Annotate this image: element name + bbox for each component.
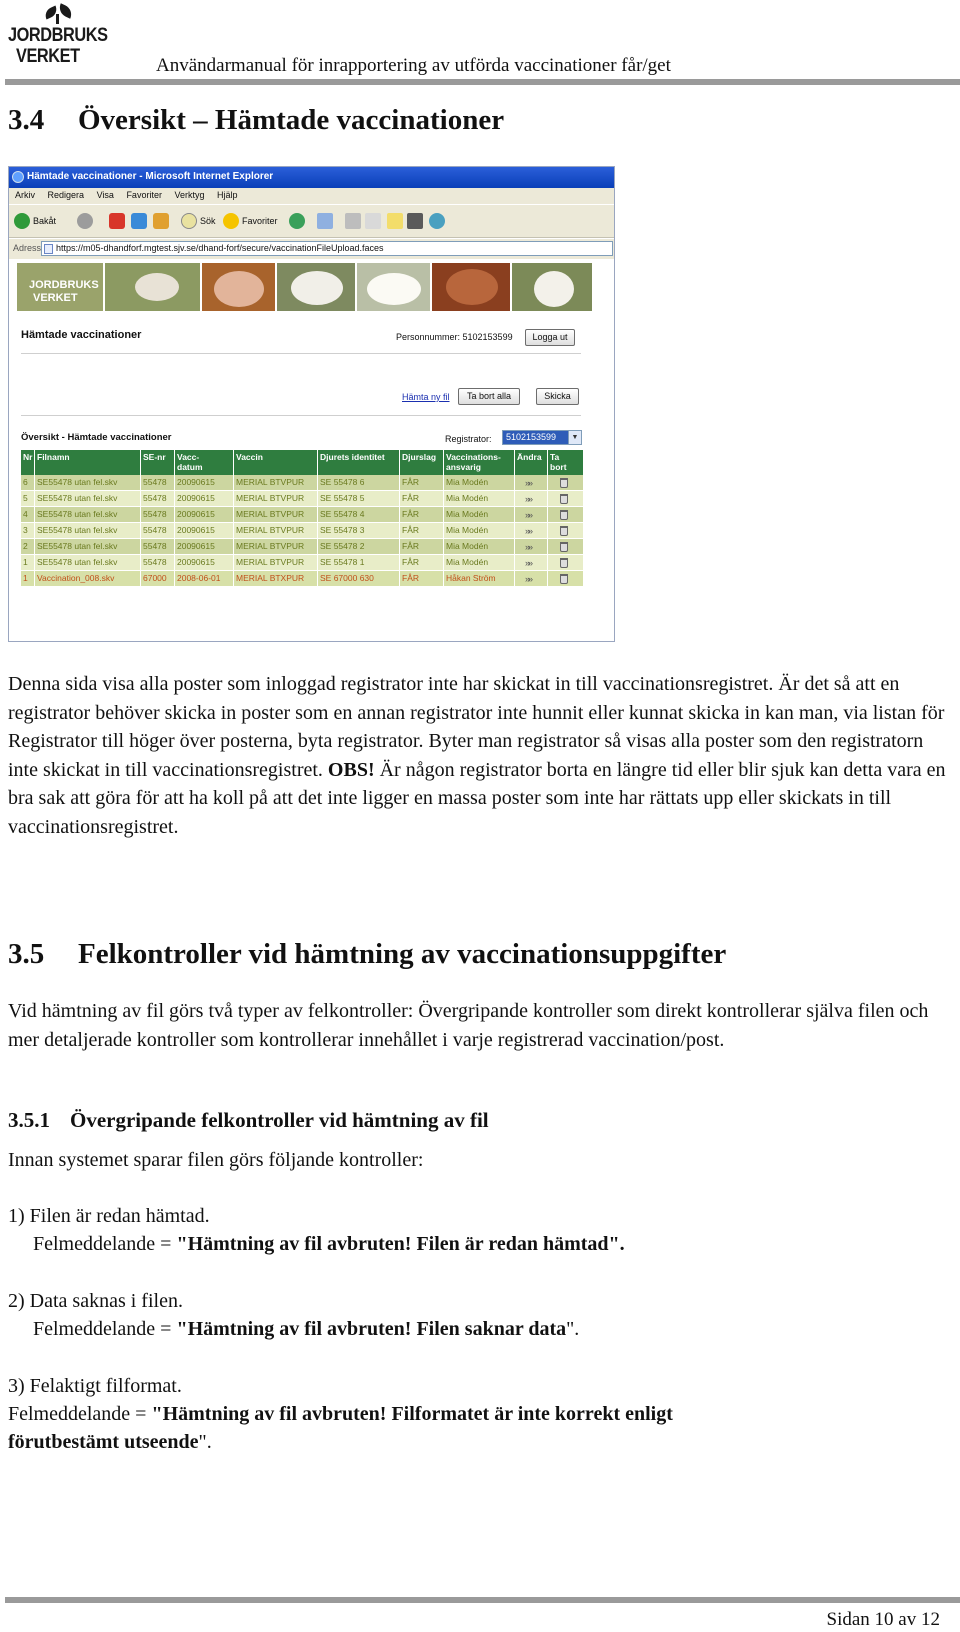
section-3-5-paragraph: Vid hämtning av fil görs två typer av felkontroller: Övergripande kontroller som direkt kontrollerar själva filen och mer detaljerade kontroller som kontrollerar innehållet i varje registrerad vaccination/post. bbox=[8, 1000, 929, 1051]
trash-icon[interactable] bbox=[560, 574, 568, 584]
cell-se-nr: 55478 bbox=[141, 491, 175, 506]
cell-nr: 2 bbox=[21, 539, 35, 554]
column-header-se-nr: SE-nr bbox=[141, 450, 175, 475]
address-url: https://m05-dhandforf.mgtest.sjv.se/dhand-forf/secure/vaccinationFileUpload.faces bbox=[56, 243, 384, 253]
section-title: Översikt – Hämtade vaccinationer bbox=[78, 104, 505, 136]
jordbruksverket-logo bbox=[8, 2, 108, 68]
table-row bbox=[21, 507, 583, 523]
error-message: "Hämtning av fil avbruten! Filen saknar data bbox=[176, 1318, 567, 1340]
trash-icon[interactable] bbox=[560, 494, 568, 504]
edit-cell bbox=[515, 507, 548, 522]
browser-toolbar bbox=[9, 204, 614, 238]
home-button[interactable] bbox=[153, 213, 172, 231]
address-input[interactable] bbox=[41, 241, 613, 256]
banner-brand-line-2: VERKET bbox=[33, 292, 78, 304]
message-suffix: ". bbox=[198, 1431, 212, 1453]
section-title: Felkontroller vid hämtning av vaccinationsuppgifter bbox=[78, 938, 727, 970]
column-header-djurets-identitet: Djurets identitet bbox=[318, 450, 400, 475]
leaf-icon bbox=[57, 3, 75, 18]
cell-nr: 3 bbox=[21, 523, 35, 538]
star-icon bbox=[223, 213, 239, 229]
footer-divider bbox=[5, 1597, 960, 1603]
favorites-label: Favoriter bbox=[242, 216, 278, 226]
banner-photo-goat bbox=[510, 263, 592, 311]
history-icon bbox=[289, 213, 305, 229]
note-icon bbox=[387, 213, 403, 229]
section-number: 3.5 bbox=[8, 938, 45, 970]
cell-djurets-identitet: SE 67000 630 bbox=[318, 571, 400, 586]
message-prefix: Felmeddelande = bbox=[8, 1403, 152, 1425]
refresh-button[interactable] bbox=[131, 213, 150, 231]
menu-item-favoriter[interactable]: Favoriter bbox=[126, 190, 162, 200]
cell-djurslag: FÅR bbox=[400, 491, 444, 506]
app-page-title: Hämtade vaccinationer bbox=[21, 329, 142, 341]
column-header-andra: Ändra bbox=[515, 450, 548, 475]
column-header-ta-bort: Ta bort bbox=[550, 452, 567, 472]
home-icon bbox=[153, 213, 169, 229]
column-header-filnamn: Filnamn bbox=[35, 450, 141, 475]
menu-item-visa[interactable]: Visa bbox=[96, 190, 114, 200]
cell-djurslag: FÅR bbox=[400, 507, 444, 522]
tools-icon bbox=[429, 213, 445, 229]
cell-vacc-datum: 2008-06-01 bbox=[175, 571, 234, 586]
edit-cell bbox=[515, 539, 548, 554]
error-message: "Hämtning av fil avbruten! Filen är redan hämtad". bbox=[176, 1233, 625, 1255]
cell-vaccinationsansvarig: Mia Modén bbox=[444, 491, 515, 506]
cell-vaccinationsansvarig: Mia Modén bbox=[444, 555, 515, 570]
trash-icon[interactable] bbox=[560, 510, 568, 520]
cell-djurets-identitet: SE 55478 6 bbox=[318, 475, 400, 490]
cell-djurslag: FÅR bbox=[400, 571, 444, 586]
cell-vacc-datum: 20090615 bbox=[175, 555, 234, 570]
discuss-button[interactable] bbox=[387, 213, 406, 231]
menu-item-arkiv[interactable]: Arkiv bbox=[15, 190, 35, 200]
ie-icon bbox=[12, 171, 24, 183]
cell-nr: 5 bbox=[21, 491, 35, 506]
cell-se-nr: 67000 bbox=[141, 571, 175, 586]
cell-vacc-datum: 20090615 bbox=[175, 475, 234, 490]
print-button[interactable] bbox=[345, 213, 364, 231]
cell-filnamn: SE55478 utan fel.skv bbox=[35, 555, 141, 570]
cell-djurslag: FÅR bbox=[400, 475, 444, 490]
table-row bbox=[21, 571, 583, 587]
cell-vaccin: MERIAL BTVPUR bbox=[234, 555, 318, 570]
cell-djurslag: FÅR bbox=[400, 539, 444, 554]
table-row bbox=[21, 475, 583, 491]
cell-vaccin: MERIAL BTVPUR bbox=[234, 539, 318, 554]
app-divider bbox=[21, 353, 581, 354]
forward-button[interactable] bbox=[77, 213, 96, 231]
delete-cell bbox=[548, 475, 583, 490]
lamb-image bbox=[367, 273, 421, 305]
search-button[interactable] bbox=[181, 213, 216, 231]
cell-vaccinationsansvarig: Mia Modén bbox=[444, 475, 515, 490]
column-header-nr: Nr bbox=[21, 450, 35, 475]
menu-bar bbox=[9, 188, 614, 204]
vaccination-table bbox=[21, 450, 583, 587]
cow-image bbox=[446, 269, 498, 305]
message-suffix: ". bbox=[566, 1318, 580, 1340]
chevron-down-icon: ▼ bbox=[568, 431, 581, 444]
check-3-label: 3) Felaktigt filformat. bbox=[8, 1375, 182, 1397]
paragraph-text-a: Denna sida visa alla poster som inloggad registrator inte har skickat in till vaccinationsregistret. Är det så att en registrator behöver skicka in poster som en annan registrator inte hunnit eller kunnat skicka in kan man, via listan för Registrator till höger över posterna, byta registrator. Byter man registrator så visas alla poster som den registratorn inte skickat in till vaccinationsregistret. bbox=[8, 673, 945, 781]
pig-image bbox=[214, 271, 264, 307]
column-header-vaccin: Vaccin bbox=[234, 450, 318, 475]
delete-cell bbox=[548, 507, 583, 522]
send-button[interactable]: Skicka bbox=[536, 388, 579, 405]
banner-photo-lamb bbox=[355, 263, 430, 311]
cell-vaccinationsansvarig: Håkan Ström bbox=[444, 571, 515, 586]
edit-cell bbox=[515, 491, 548, 506]
stop-icon bbox=[109, 213, 125, 229]
section-heading-3-5 bbox=[8, 938, 726, 971]
error-message: "Hämtning av fil avbruten! Filformatet är inte korrekt enligt bbox=[151, 1403, 673, 1425]
edit-arrows-icon[interactable]: »» bbox=[525, 526, 532, 536]
cell-nr: 6 bbox=[21, 475, 35, 490]
cell-se-nr: 55478 bbox=[141, 523, 175, 538]
delete-cell bbox=[548, 523, 583, 538]
search-label: Sök bbox=[200, 216, 216, 226]
cell-filnamn: SE55478 utan fel.skv bbox=[35, 491, 141, 506]
goat-kid-image bbox=[135, 273, 179, 301]
cell-vaccin: MERIAL BTVPUR bbox=[234, 475, 318, 490]
browser-screenshot bbox=[8, 166, 615, 642]
sheep-image bbox=[291, 271, 343, 305]
cell-djurets-identitet: SE 55478 5 bbox=[318, 491, 400, 506]
cell-vaccinationsansvarig: Mia Modén bbox=[444, 507, 515, 522]
cell-filnamn: SE55478 utan fel.skv bbox=[35, 507, 141, 522]
menu-item-redigera[interactable]: Redigera bbox=[47, 190, 85, 200]
check-3-message bbox=[8, 1403, 673, 1426]
print-icon bbox=[345, 213, 361, 229]
table-row bbox=[21, 523, 583, 539]
screen-icon bbox=[407, 213, 423, 229]
back-arrow-icon bbox=[14, 213, 30, 229]
goat-image bbox=[534, 271, 574, 307]
cell-vaccin: MERIAL BTXPUR bbox=[234, 571, 318, 586]
edit-cell bbox=[515, 523, 548, 538]
window-titlebar bbox=[9, 167, 614, 188]
banner-photo-pig bbox=[200, 263, 275, 311]
check-2-label: 2) Data saknas i filen. bbox=[8, 1290, 183, 1312]
cell-vaccin: MERIAL BTVPUR bbox=[234, 507, 318, 522]
registrator-label: Registrator: bbox=[445, 434, 492, 444]
edit-arrows-icon[interactable]: »» bbox=[525, 574, 532, 584]
cell-djurets-identitet: SE 55478 2 bbox=[318, 539, 400, 554]
column-header-vaccinationsansvarig: Vaccinations- ansvarig bbox=[444, 450, 515, 475]
cell-djurets-identitet: SE 55478 1 bbox=[318, 555, 400, 570]
cell-vacc-datum: 20090615 bbox=[175, 507, 234, 522]
edit-button[interactable] bbox=[365, 213, 384, 231]
cell-se-nr: 55478 bbox=[141, 539, 175, 554]
forward-arrow-icon bbox=[77, 213, 93, 229]
logout-button[interactable]: Logga ut bbox=[525, 329, 575, 346]
cell-vacc-datum: 20090615 bbox=[175, 539, 234, 554]
registrator-value: 5102153599 bbox=[506, 432, 557, 442]
column-header-djurslag: Djurslag bbox=[400, 450, 444, 475]
cell-djurslag: FÅR bbox=[400, 555, 444, 570]
table-header bbox=[21, 450, 583, 475]
stem-icon bbox=[56, 14, 59, 24]
check-1-label: 1) Filen är redan hämtad. bbox=[8, 1205, 210, 1227]
edit-cell bbox=[515, 571, 548, 586]
section-heading-3-5-1 bbox=[8, 1108, 489, 1133]
table-row bbox=[21, 555, 583, 571]
banner-photo-cow bbox=[430, 263, 510, 311]
menu-item-verktyg[interactable]: Verktyg bbox=[174, 190, 205, 200]
delete-cell bbox=[548, 491, 583, 506]
cell-filnamn: SE55478 utan fel.skv bbox=[35, 539, 141, 554]
error-message-cont: förutbestämt utseende bbox=[8, 1431, 199, 1453]
site-banner bbox=[17, 263, 592, 311]
section-number: 3.5.1 bbox=[8, 1108, 50, 1132]
cell-vaccin: MERIAL BTVPUR bbox=[234, 523, 318, 538]
page-header bbox=[0, 0, 960, 90]
cell-djurets-identitet: SE 55478 4 bbox=[318, 507, 400, 522]
document-title: Användarmanual för inrapportering av utförda vaccinationer får/get bbox=[156, 55, 671, 76]
cell-se-nr: 55478 bbox=[141, 507, 175, 522]
app-divider bbox=[21, 415, 581, 416]
section-3-4-paragraph bbox=[8, 670, 958, 841]
refresh-icon bbox=[131, 213, 147, 229]
back-button[interactable] bbox=[14, 213, 56, 231]
trash-icon[interactable] bbox=[560, 558, 568, 568]
banner-logo bbox=[17, 263, 103, 311]
mail-button[interactable] bbox=[317, 213, 336, 231]
tools-button[interactable] bbox=[429, 213, 448, 231]
trash-icon[interactable] bbox=[560, 542, 568, 552]
banner-brand-line-1: JORDBRUKS bbox=[29, 279, 99, 291]
check-1-message bbox=[33, 1233, 625, 1256]
cell-vaccinationsansvarig: Mia Modén bbox=[444, 539, 515, 554]
delete-cell bbox=[548, 555, 583, 570]
page-icon bbox=[44, 244, 53, 254]
overview-section-title: Översikt - Hämtade vaccinationer bbox=[21, 432, 172, 443]
search-icon bbox=[181, 213, 197, 229]
window-title: Hämtade vaccinationer - Microsoft Internet Explorer bbox=[27, 171, 274, 182]
banner-photo-goat-kid bbox=[103, 263, 200, 311]
check-3-message-cont bbox=[8, 1431, 212, 1454]
cell-djurets-identitet: SE 55478 3 bbox=[318, 523, 400, 538]
favorites-button[interactable] bbox=[223, 213, 278, 231]
section-title: Övergripande felkontroller vid hämtning av fil bbox=[70, 1108, 489, 1132]
cell-nr: 1 bbox=[21, 555, 35, 570]
header-divider bbox=[5, 79, 960, 85]
cell-nr: 4 bbox=[21, 507, 35, 522]
page-number: Sidan 10 av 12 bbox=[826, 1609, 940, 1630]
trash-icon[interactable] bbox=[560, 526, 568, 536]
address-bar bbox=[9, 239, 614, 259]
message-prefix: Felmeddelande = bbox=[33, 1318, 177, 1340]
edit-icon bbox=[365, 213, 381, 229]
edit-cell bbox=[515, 555, 548, 570]
check-2-message bbox=[33, 1318, 579, 1341]
cell-nr: 1 bbox=[21, 571, 35, 586]
address-label: Adress bbox=[13, 243, 42, 253]
banner-photo-sheep bbox=[275, 263, 355, 311]
delete-cell bbox=[548, 539, 583, 554]
message-prefix: Felmeddelande = bbox=[33, 1233, 177, 1255]
table-row bbox=[21, 539, 583, 555]
obs-label: OBS! bbox=[327, 758, 375, 781]
logo-text-line-1: JORDBRUKS bbox=[8, 25, 108, 46]
edit-arrows-icon[interactable]: »» bbox=[525, 542, 532, 552]
table-row bbox=[21, 491, 583, 507]
edit-cell bbox=[515, 475, 548, 490]
paragraph-text-b: Är någon registrator borta en längre tid eller blir sjuk kan detta vara en bra sak att göra för att ha koll på att det inte ligger en massa poster som inte har rättats upp eller skickats in till vaccinationsregistret. bbox=[8, 758, 946, 838]
edit-arrows-icon[interactable]: »» bbox=[525, 478, 532, 488]
edit-arrows-icon[interactable]: »» bbox=[525, 510, 532, 520]
back-label: Bakåt bbox=[33, 216, 57, 226]
menu-item-hjalp[interactable]: Hjälp bbox=[217, 190, 238, 200]
cell-filnamn: Vaccination_008.skv bbox=[35, 571, 141, 586]
fetch-new-file-link[interactable]: Hämta ny fil bbox=[402, 392, 450, 402]
personnummer-label: Personnummer: 5102153599 bbox=[396, 332, 513, 342]
edit-arrows-icon[interactable]: »» bbox=[525, 558, 532, 568]
section-heading-3-4 bbox=[8, 104, 504, 137]
logo-text-line-2: VERKET bbox=[16, 46, 80, 67]
remove-all-button[interactable]: Ta bort alla bbox=[458, 388, 520, 405]
cell-vacc-datum: 20090615 bbox=[175, 523, 234, 538]
cell-filnamn: SE55478 utan fel.skv bbox=[35, 475, 141, 490]
registrator-select[interactable] bbox=[502, 430, 582, 445]
checks-intro: Innan systemet sparar filen görs följande kontroller: bbox=[8, 1149, 424, 1171]
stop-button[interactable] bbox=[109, 213, 128, 231]
history-button[interactable] bbox=[289, 213, 308, 231]
cell-filnamn: SE55478 utan fel.skv bbox=[35, 523, 141, 538]
cell-se-nr: 55478 bbox=[141, 475, 175, 490]
delete-cell bbox=[548, 571, 583, 586]
trash-icon[interactable] bbox=[560, 478, 568, 488]
cell-vacc-datum: 20090615 bbox=[175, 491, 234, 506]
edit-arrows-icon[interactable]: »» bbox=[525, 494, 532, 504]
cell-se-nr: 55478 bbox=[141, 555, 175, 570]
cell-vaccinationsansvarig: Mia Modén bbox=[444, 523, 515, 538]
column-header-vacc-datum: Vacc- datum bbox=[175, 450, 234, 475]
section-number: 3.4 bbox=[8, 104, 45, 136]
cell-djurslag: FÅR bbox=[400, 523, 444, 538]
messenger-button[interactable] bbox=[407, 213, 426, 231]
mail-icon bbox=[317, 213, 333, 229]
cell-vaccin: MERIAL BTVPUR bbox=[234, 491, 318, 506]
